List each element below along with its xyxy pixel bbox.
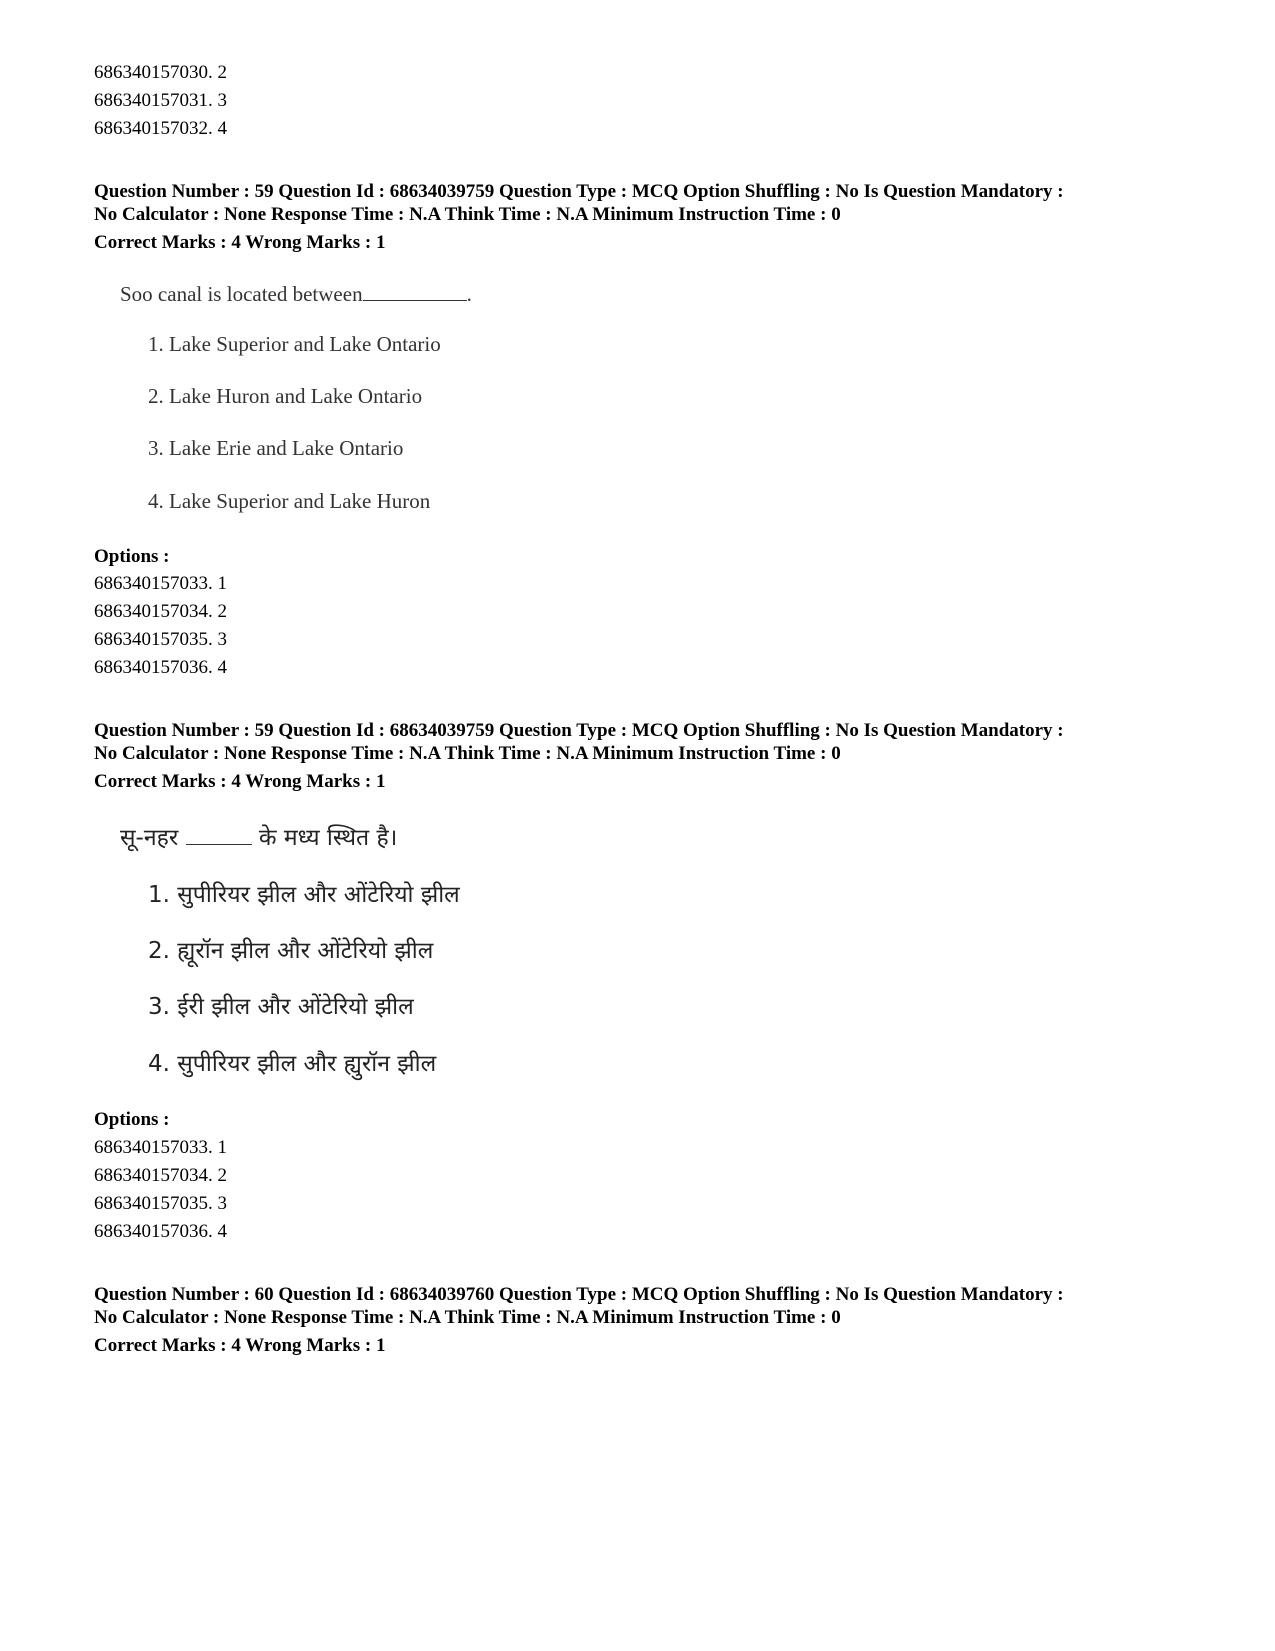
question-choice: 4. Lake Superior and Lake Huron (148, 489, 431, 513)
question-stem (120, 820, 397, 852)
question-stem-end: के मध्य स्थित है। (258, 825, 398, 851)
question-header: Question Number : 59 Question Id : 68634039759 Question Type : MCQ Option Shuffling : No Is Question Mandatory : (94, 181, 1064, 202)
option-line: 686340157032. 4 (94, 118, 227, 139)
question-header: No Calculator : None Response Time : N.A Think Time : N.A Minimum Instruction Time : 0 (94, 204, 841, 225)
question-header: Question Number : 59 Question Id : 68634039759 Question Type : MCQ Option Shuffling : No Is Question Mandatory : (94, 720, 1064, 741)
question-choice: 2. Lake Huron and Lake Ontario (148, 384, 423, 408)
option-line: 686340157035. 3 (94, 1193, 227, 1214)
question-choice: 1. Lake Superior and Lake Ontario (148, 332, 441, 356)
question-choice: 3. ईरी झील और ओंटेरियो झील (148, 994, 414, 1020)
question-marks: Correct Marks : 4 Wrong Marks : 1 (94, 771, 386, 792)
question-header: Question Number : 60 Question Id : 68634039760 Question Type : MCQ Option Shuffling : No Is Question Mandatory : (94, 1284, 1064, 1305)
question-stem-end: . (466, 282, 472, 306)
option-line: 686340157033. 1 (94, 573, 227, 594)
option-line: 686340157036. 4 (94, 657, 227, 678)
question-header: No Calculator : None Response Time : N.A Think Time : N.A Minimum Instruction Time : 0 (94, 743, 841, 764)
question-marks: Correct Marks : 4 Wrong Marks : 1 (94, 232, 386, 253)
options-label: Options : (94, 546, 170, 567)
option-line: 686340157036. 4 (94, 1221, 227, 1242)
answer-blank (186, 824, 252, 845)
question-stem-text: सू-नहर (120, 825, 179, 851)
question-choice: 4. सुपीरियर झील और ह्युरॉन झील (148, 1051, 437, 1077)
answer-blank (363, 280, 467, 301)
option-line: 686340157035. 3 (94, 629, 227, 650)
option-line: 686340157034. 2 (94, 1165, 227, 1186)
question-marks: Correct Marks : 4 Wrong Marks : 1 (94, 1335, 386, 1356)
question-choice: 3. Lake Erie and Lake Ontario (148, 436, 404, 460)
question-choice: 1. सुपीरियर झील और ओंटेरियो झील (148, 882, 460, 908)
question-header: No Calculator : None Response Time : N.A Think Time : N.A Minimum Instruction Time : 0 (94, 1307, 841, 1328)
question-stem (120, 280, 472, 307)
option-line: 686340157034. 2 (94, 601, 227, 622)
option-line: 686340157031. 3 (94, 90, 227, 111)
question-choice: 2. ह्यूरॉन झील और ओंटेरियो झील (148, 938, 434, 964)
option-line: 686340157033. 1 (94, 1137, 227, 1158)
question-stem-text: Soo canal is located between (120, 282, 363, 306)
options-label: Options : (94, 1109, 170, 1130)
option-line: 686340157030. 2 (94, 62, 227, 83)
